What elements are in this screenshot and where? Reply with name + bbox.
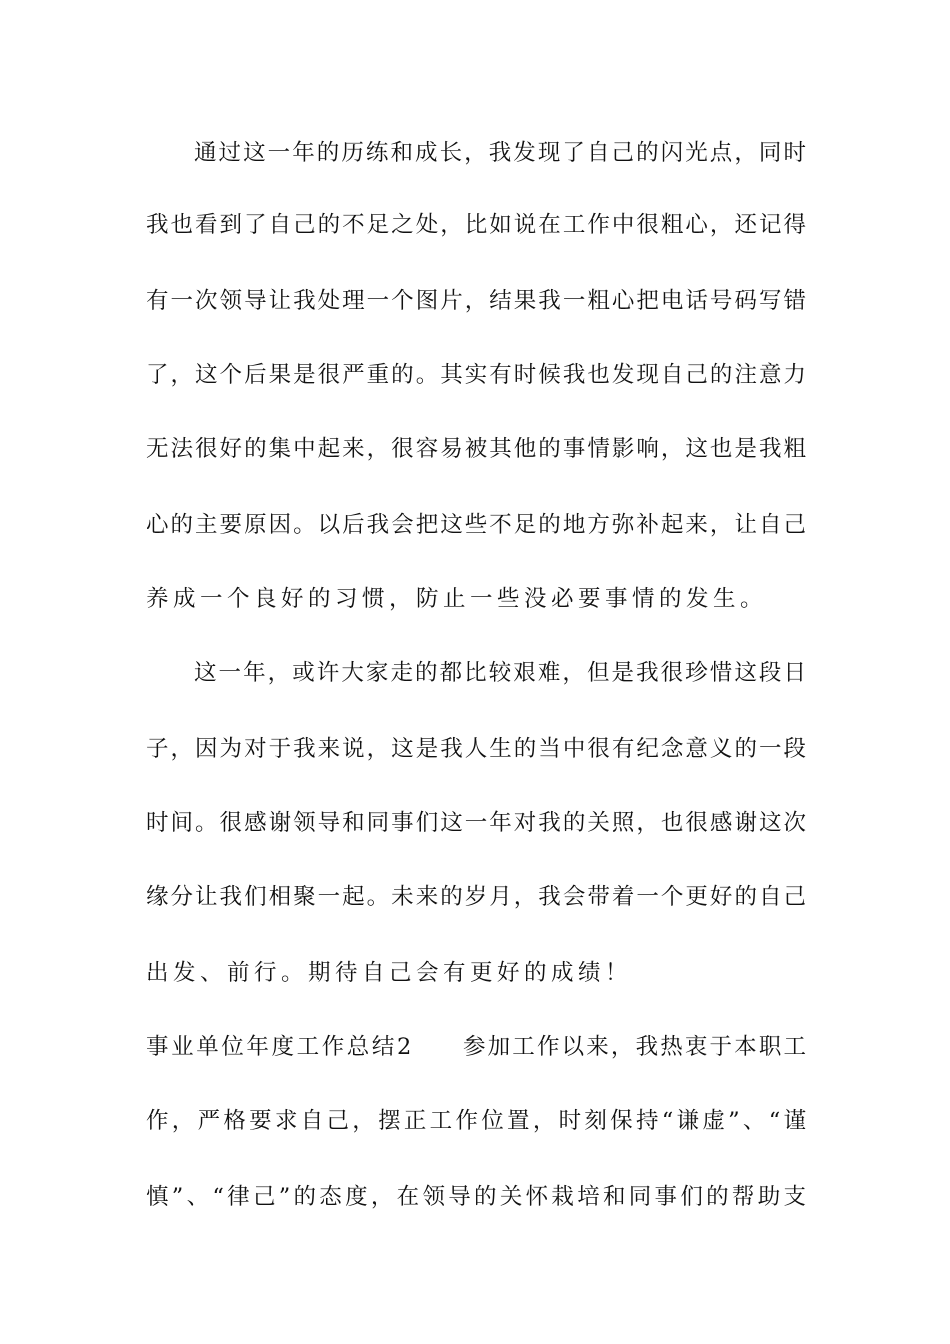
paragraph-1-line-6: 心的主要原因。以后我会把这些不足的地方弥补起来，让自己 [146, 512, 806, 538]
paragraph-1-line-5: 无法很好的集中起来，很容易被其他的事情影响，这也是我粗 [146, 436, 806, 462]
paragraph-1-line-2: 我也看到了自己的不足之处，比如说在工作中很粗心，还记得 [146, 212, 806, 238]
section-2-line-2: 作，严格要求自己，摆正工作位置，时刻保持“谦虚”、“谨 [146, 1108, 806, 1134]
section-2-line-3: 慎”、“律己”的态度，在领导的关怀栽培和同事们的帮助支 [146, 1184, 806, 1210]
section-2-line-1-text: 参加工作以来，我热衷于本职工 [463, 1034, 806, 1060]
paragraph-2-line-5: 出发、前行。期待自己会有更好的成绩！ [146, 960, 633, 986]
paragraph-2-line-3: 时间。很感谢领导和同事们这一年对我的关照，也很感谢这次 [146, 810, 806, 836]
paragraph-2-line-2: 子，因为对于我来说，这是我人生的当中很有纪念意义的一段 [146, 736, 806, 762]
paragraph-1-line-4: 了，这个后果是很严重的。其实有时候我也发现自己的注意力 [146, 362, 806, 388]
section-2-first-line [146, 1030, 806, 1064]
section-2-title: 事业单位年度工作总结2 [146, 1034, 414, 1060]
paragraph-1-line-1: 通过这一年的历练和成长，我发现了自己的闪光点，同时 [194, 140, 806, 166]
paragraph-2-line-1: 这一年，或许大家走的都比较艰难，但是我很珍惜这段日 [194, 660, 806, 686]
paragraph-2-line-4: 缘分让我们相聚一起。未来的岁月，我会带着一个更好的自己 [146, 884, 806, 910]
paragraph-1-line-3: 有一次领导让我处理一个图片，结果我一粗心把电话号码写错 [146, 288, 806, 314]
paragraph-1-line-7: 养成一个良好的习惯，防止一些没必要事情的发生。 [146, 586, 768, 612]
